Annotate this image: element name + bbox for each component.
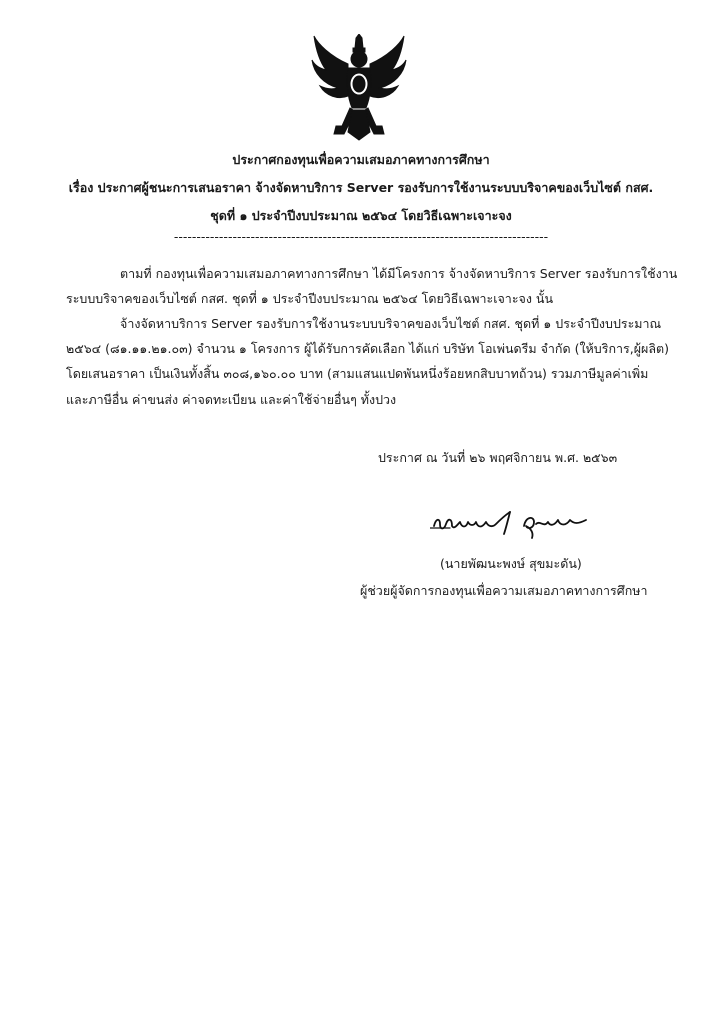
signatory-position: ผู้ช่วยผู้จัดการกองทุนเพื่อความเสมอภาคทางการศึกษา bbox=[360, 583, 648, 598]
paragraph-1-line-1: ตามที่ กองทุนเพื่อความเสมอภาคทางการศึกษา ได้มีโครงการ จ้างจัดหาบริการ Server รองรับการใช้งาน bbox=[120, 266, 678, 281]
paragraph-2-line-4: และภาษีอื่น ค่าขนส่ง ค่าจดทะเบียน และค่าใช้จ่ายอื่นๆ ทั้งปวง bbox=[66, 392, 397, 407]
signatory-name: (นายพัฒนะพงษ์ สุขมะดัน) bbox=[440, 556, 582, 571]
announcement-subject: เรื่อง ประกาศผู้ชนะการเสนอราคา จ้างจัดหาบริการ Server รองรับการใช้งานระบบบริจาคของเว็บไซต์ กสศ. bbox=[68, 180, 654, 195]
paragraph-2-line-3: โดยเสนอราคา เป็นเงินทั้งสิ้น ๓๐๘,๑๖๐.๐๐ บาท (สามแสนแปดพันหนึ่งร้อยหกสิบบาทถ้วน) รวมภาษีมูลค่าเพิ่ม bbox=[66, 366, 649, 381]
garuda-emblem-icon bbox=[308, 34, 410, 142]
header-divider: ----------------------------------------------------------------------------------- bbox=[173, 229, 549, 244]
announcement-heading: ประกาศกองทุนเพื่อความเสมอภาคทางการศึกษา bbox=[232, 152, 490, 167]
announce-date: ประกาศ ณ วันที่ ๒๖ พฤศจิกายน พ.ศ. ๒๕๖๓ bbox=[378, 450, 618, 465]
handwritten-signature bbox=[430, 506, 590, 542]
announcement-subject-continued: ชุดที่ ๑ ประจำปีงบประมาณ ๒๕๖๔ โดยวิธีเฉพาะเจาะจง bbox=[210, 208, 512, 223]
paragraph-2-line-2: ๒๕๖๔ (๘๑.๑๑.๒๑.๐๓) จำนวน ๑ โครงการ ผู้ได้รับการคัดเลือก ได้แก่ บริษัท โอเพ่นดรีม จำกัด (ให้บริการ,ผู้ผลิต) bbox=[66, 341, 670, 356]
paragraph-1-line-2: ระบบบริจาคของเว็บไซต์ กสศ. ชุดที่ ๑ ประจำปีงบประมาณ ๒๕๖๔ โดยวิธีเฉพาะเจาะจง นั้น bbox=[66, 291, 554, 306]
paragraph-2-line-1: จ้างจัดหาบริการ Server รองรับการใช้งานระบบบริจาคของเว็บไซต์ กสศ. ชุดที่ ๑ ประจำปีงบประมาณ bbox=[120, 316, 662, 331]
